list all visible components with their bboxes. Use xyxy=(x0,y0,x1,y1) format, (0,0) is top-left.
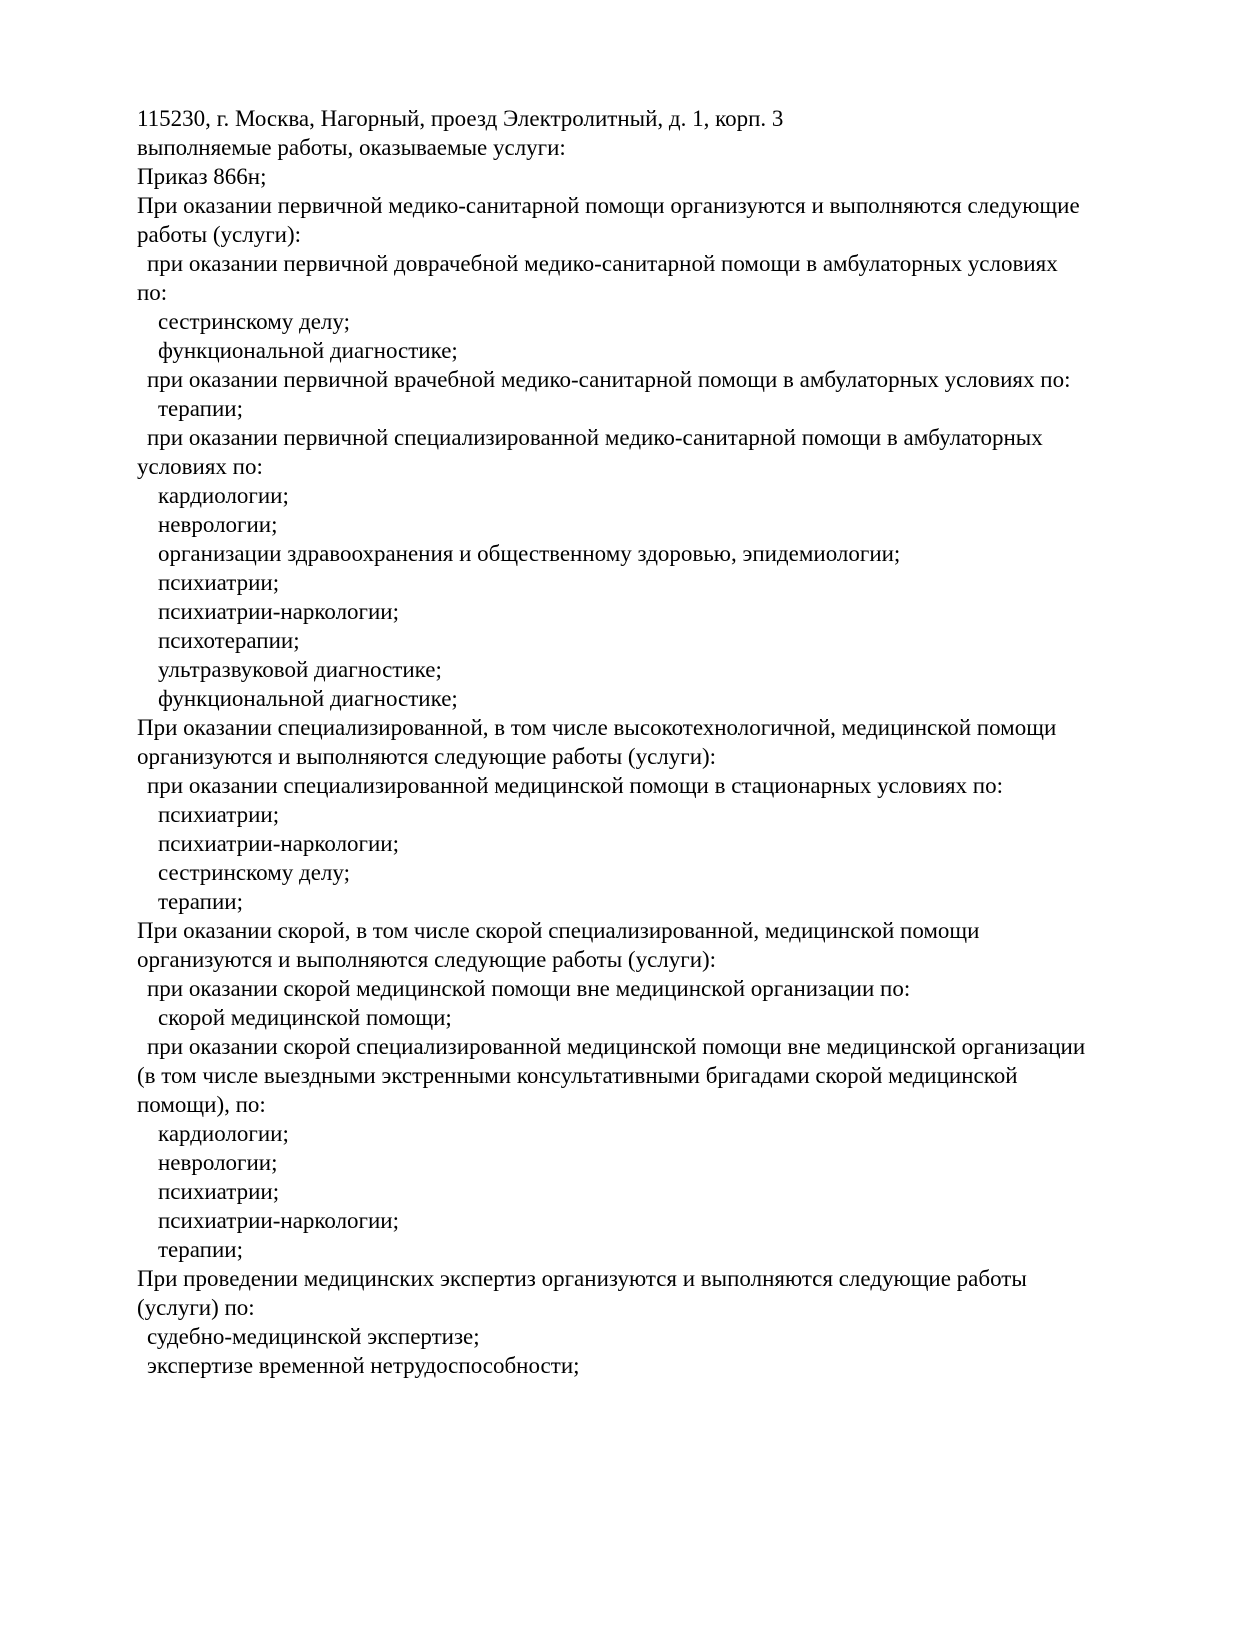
text-line: психиатрии; xyxy=(158,1179,280,1204)
text-line: работы (услуги): xyxy=(137,222,301,247)
text-line: психотерапии; xyxy=(158,628,300,653)
text-line: функциональной диагностике; xyxy=(158,686,458,711)
text-line: кардиологии; xyxy=(158,1121,289,1146)
text-line: при оказании первичной врачебной медико-санитарной помощи в амбулаторных условиях по: xyxy=(147,367,1071,392)
text-line: терапии; xyxy=(158,1237,243,1262)
text-line: кардиологии; xyxy=(158,483,289,508)
text-line: при оказании первичной специализированной медико-санитарной помощи в амбулаторных xyxy=(147,425,1043,450)
text-line: судебно-медицинской экспертизе; xyxy=(147,1324,480,1349)
text-line: неврологии; xyxy=(158,512,278,537)
text-line: психиатрии-наркологии; xyxy=(158,1208,399,1233)
text-line: при оказании скорой специализированной медицинской помощи вне медицинской организации xyxy=(147,1034,1086,1059)
license-works-text xyxy=(137,104,1197,1380)
text-line: При оказании первичной медико-санитарной помощи организуются и выполняются следующие xyxy=(137,193,1080,218)
text-line: терапии; xyxy=(158,889,243,914)
text-line: по: xyxy=(137,280,168,305)
text-line: условиях по: xyxy=(137,454,263,479)
text-line: психиатрии-наркологии; xyxy=(158,599,399,624)
text-line: неврологии; xyxy=(158,1150,278,1175)
text-line: функциональной диагностике; xyxy=(158,338,458,363)
text-line: скорой медицинской помощи; xyxy=(158,1005,452,1030)
text-line: сестринскому делу; xyxy=(158,860,350,885)
text-line: при оказании скорой медицинской помощи вне медицинской организации по: xyxy=(147,976,911,1001)
text-line: При оказании скорой, в том числе скорой специализированной, медицинской помощи xyxy=(137,918,980,943)
text-line: выполняемые работы, оказываемые услуги: xyxy=(137,135,566,160)
text-line: организации здравоохранения и общественному здоровью, эпидемиологии; xyxy=(158,541,901,566)
text-line: сестринскому делу; xyxy=(158,309,350,334)
text-line: при оказании первичной доврачебной медико-санитарной помощи в амбулаторных условиях xyxy=(147,251,1058,276)
text-line: терапии; xyxy=(158,396,243,421)
text-line: ультразвуковой диагностике; xyxy=(158,657,442,682)
text-line: помощи), по: xyxy=(137,1092,266,1117)
text-line: При оказании специализированной, в том числе высокотехнологичной, медицинской помощи xyxy=(137,715,1057,740)
text-line: (в том числе выездными экстренными консультативными бригадами скорой медицинской xyxy=(137,1063,1018,1088)
text-line: при оказании специализированной медицинской помощи в стационарных условиях по: xyxy=(147,773,1003,798)
text-line: психиатрии; xyxy=(158,802,280,827)
text-line: психиатрии-наркологии; xyxy=(158,831,399,856)
text-line: организуются и выполняются следующие работы (услуги): xyxy=(137,744,717,769)
text-line: организуются и выполняются следующие работы (услуги): xyxy=(137,947,717,972)
text-line: (услуги) по: xyxy=(137,1295,255,1320)
text-line: 115230, г. Москва, Нагорный, проезд Электролитный, д. 1, корп. 3 xyxy=(137,106,784,131)
text-line: При проведении медицинских экспертиз организуются и выполняются следующие работы xyxy=(137,1266,1027,1291)
text-line: экспертизе временной нетрудоспособности; xyxy=(147,1353,580,1378)
text-line: Приказ 866н; xyxy=(137,164,267,189)
text-line: психиатрии; xyxy=(158,570,280,595)
